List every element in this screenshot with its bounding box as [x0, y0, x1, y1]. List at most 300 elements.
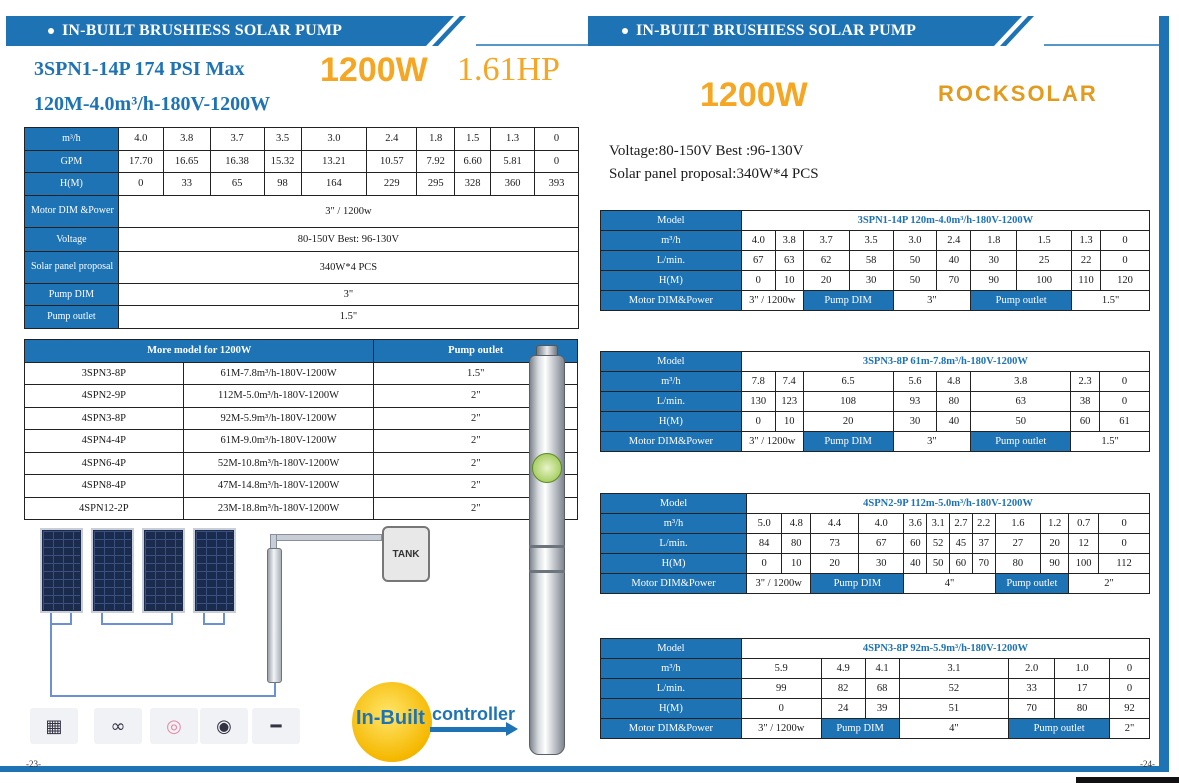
spec-cell: 92M-5.9m³/h-180V-1200W [183, 407, 374, 430]
pump-icon [267, 548, 282, 683]
table-cell: 10 [782, 554, 811, 574]
wire [50, 613, 72, 625]
table-cell: 0 [1099, 534, 1150, 554]
table-cell: 360 [491, 173, 535, 196]
table-cell: 5.9 [741, 659, 821, 679]
table-cell: 1.5 [455, 128, 491, 151]
outlet-row [25, 306, 579, 329]
row-label: Pump DIM [821, 719, 899, 739]
water-pipe [270, 534, 382, 541]
table-cell: 0 [1100, 372, 1150, 392]
table-cell: 40 [904, 554, 927, 574]
row-label: L/min. [601, 392, 742, 412]
corner-bar [1076, 777, 1179, 783]
outlet-cell: 2" [374, 475, 578, 498]
table-cell: 3" / 1200w [741, 432, 803, 452]
table-cell: 0 [535, 150, 579, 173]
table-cell: 80 [937, 392, 971, 412]
table-cell: 51 [899, 699, 1009, 719]
table-cell: 25 [1017, 251, 1072, 271]
model-cell: 4SPN8-4P [25, 475, 184, 498]
spec-cell: 47M-14.8m³/h-180V-1200W [183, 475, 374, 498]
table-cell: 1.8 [417, 128, 455, 151]
table-cell: 5.81 [491, 150, 535, 173]
table-cell: 2" [1069, 574, 1150, 594]
row-label: H(M) [601, 554, 747, 574]
row-label: L/min. [601, 251, 742, 271]
bullet-icon [622, 28, 628, 34]
table-cell: 4" [904, 574, 995, 594]
table-cell: 52 [899, 679, 1009, 699]
spec-cell: 61M-7.8m³/h-180V-1200W [183, 362, 374, 385]
table-cell: 3.1 [899, 659, 1009, 679]
wire [50, 695, 276, 697]
table-cell: 67 [858, 534, 904, 554]
table-cell: 164 [301, 173, 367, 196]
table-cell: 62 [803, 251, 849, 271]
spec-cell: 61M-9.0m³/h-180V-1200W [183, 430, 374, 453]
table-cell: 0 [747, 554, 782, 574]
table-cell: 22 [1072, 251, 1101, 271]
table-cell: 7.4 [775, 372, 803, 392]
table-cell: 80-150V Best: 96-130V [118, 227, 578, 251]
table-cell: 10.57 [367, 150, 417, 173]
table-cell: 4.8 [782, 514, 811, 534]
table-cell: 67 [741, 251, 775, 271]
solar-row [25, 251, 579, 283]
right-banner-text: IN-BUILT BRUSHIESS SOLAR PUMP [636, 22, 917, 39]
table-cell: 82 [821, 679, 865, 699]
row-label: m³/h [601, 514, 747, 534]
model-title-cell: 3SPN1-14P 120m-4.0m³/h-180V-1200W [741, 211, 1149, 231]
row-label: Model [601, 352, 742, 372]
table-cell: 3" / 1200w [741, 291, 803, 311]
table-cell: 13.21 [301, 150, 367, 173]
left-page [0, 0, 588, 783]
table-cell: 80 [995, 554, 1041, 574]
table-cell: 1.6 [995, 514, 1041, 534]
cable-joint-icon: ━ [252, 708, 300, 744]
lmin-row [601, 392, 1150, 412]
row-label: m³/h [601, 231, 742, 251]
table-cell: 3.1 [927, 514, 950, 534]
table-cell: 3.8 [971, 372, 1071, 392]
row-label: Pump outlet [971, 432, 1071, 452]
row-label: Motor DIM &Power [25, 195, 119, 227]
table-cell: 5.0 [747, 514, 782, 534]
table-cell: 70 [937, 271, 971, 291]
table-cell: 229 [367, 173, 417, 196]
table-cell: 108 [803, 392, 893, 412]
table-cell: 3" / 1200w [747, 574, 811, 594]
lmin-row [601, 679, 1150, 699]
table-cell: 60 [1071, 412, 1100, 432]
table-cell: 73 [811, 534, 859, 554]
motor-row [601, 574, 1150, 594]
model-cell: 4SPN3-8P [25, 407, 184, 430]
row-label: Pump outlet [995, 574, 1069, 594]
table-cell: 3.7 [210, 128, 264, 151]
flow-row [25, 128, 579, 151]
cable-icon: ▦ [30, 708, 78, 744]
spec-cell: 112M-5.0m³/h-180V-1200W [183, 385, 374, 408]
table-cell: 50 [893, 251, 937, 271]
table-cell: 3" / 1200w [118, 195, 578, 227]
table-cell: 61 [1100, 412, 1150, 432]
table-cell: 2.7 [950, 514, 973, 534]
row-label: Solar panel proposal [25, 251, 119, 283]
motor-row [25, 195, 579, 227]
flow-row [601, 514, 1150, 534]
table-cell: 90 [1041, 554, 1069, 574]
model-title-cell: 4SPN3-8P 92m-5.9m³/h-180V-1200W [741, 639, 1149, 659]
brand-logo: ROCKSOLAR [938, 81, 1098, 106]
table-cell: 80 [1055, 699, 1110, 719]
row-label: Motor DIM&Power [601, 291, 742, 311]
banner-stripes-icon [988, 16, 1159, 46]
table-cell: 16.65 [163, 150, 210, 173]
table-cell: 20 [803, 412, 893, 432]
clamp-icon: ◉ [200, 708, 248, 744]
row-label: Voltage [25, 227, 119, 251]
table-cell: 24 [821, 699, 865, 719]
wire [50, 625, 52, 695]
row-label: Motor DIM&Power [601, 719, 742, 739]
table-cell: 0.7 [1069, 514, 1099, 534]
table-cell: 0 [1099, 514, 1150, 534]
voltage-info: Voltage:80-150V Best :96-130V [609, 143, 804, 159]
row-label: Pump DIM [811, 574, 904, 594]
row-label: H(M) [601, 412, 742, 432]
table-cell: 99 [741, 679, 821, 699]
wire [101, 613, 173, 625]
table-cell: 0 [741, 271, 775, 291]
model-cell: 3SPN3-8P [25, 362, 184, 385]
table-cell: 0 [1110, 679, 1150, 699]
page-number: -24- [1140, 759, 1155, 769]
row-label: m³/h [601, 372, 742, 392]
bullet-icon [48, 28, 54, 34]
outlet-cell: 2" [374, 497, 578, 520]
motor-row [601, 719, 1150, 739]
left-banner-text: IN-BUILT BRUSHIESS SOLAR PUMP [62, 22, 343, 39]
solar-panel-icon [40, 528, 83, 613]
model-table-3spn1-14p [600, 210, 1150, 311]
table-cell: 4.9 [821, 659, 865, 679]
inbuilt-label: In-Built [356, 707, 425, 729]
table-cell: 4.0 [858, 514, 904, 534]
table-row [25, 497, 578, 520]
table-cell: 2.0 [1009, 659, 1055, 679]
table-cell: 68 [865, 679, 899, 699]
table-row [25, 430, 578, 453]
table-cell: 1.5" [1071, 432, 1150, 452]
table-cell: 112 [1099, 554, 1150, 574]
table-cell: 4.4 [811, 514, 859, 534]
more-models-table [24, 339, 578, 520]
head-row [601, 554, 1150, 574]
header-cell: More model for 1200W [25, 340, 374, 363]
table-cell: 1.3 [491, 128, 535, 151]
table-cell: 90 [971, 271, 1017, 291]
table-cell: 7.8 [741, 372, 775, 392]
table-cell: 70 [972, 554, 995, 574]
table-cell: 1.5" [1072, 291, 1150, 311]
watt-title: 1200W [700, 76, 808, 114]
table-cell: 37 [972, 534, 995, 554]
more-models-header [25, 340, 578, 363]
table-cell: 27 [995, 534, 1041, 554]
row-label: H(M) [601, 271, 742, 291]
table-cell: 92 [1110, 699, 1150, 719]
table-cell: 4.1 [865, 659, 899, 679]
motor-row [601, 432, 1150, 452]
head-row [601, 699, 1150, 719]
table-cell: 0 [1101, 251, 1150, 271]
table-row [25, 407, 578, 430]
table-cell: 3.5 [264, 128, 301, 151]
model-table-3spn3-8p [600, 351, 1150, 452]
table-cell: 100 [1017, 271, 1072, 291]
watt-title: 1200W [320, 51, 428, 89]
model-row [601, 494, 1150, 514]
table-cell: 130 [741, 392, 775, 412]
model-table-4spn3-8p [600, 638, 1150, 739]
table-cell: 4.0 [118, 128, 163, 151]
row-label: Pump DIM [803, 291, 893, 311]
table-cell: 0 [535, 128, 579, 151]
row-label: Motor DIM&Power [601, 574, 747, 594]
row-label: Model [601, 494, 747, 514]
table-cell: 60 [950, 554, 973, 574]
table-cell: 2.2 [972, 514, 995, 534]
table-cell: 3.7 [803, 231, 849, 251]
table-cell: 50 [893, 271, 937, 291]
table-cell: 45 [950, 534, 973, 554]
solar-panel-icon [193, 528, 236, 613]
bottom-bar [0, 766, 588, 772]
row-label: GPM [25, 150, 119, 173]
table-cell: 3.0 [893, 231, 937, 251]
solar-info: Solar panel proposal:340W*4 PCS [609, 166, 819, 182]
model-table-4spn2-9p [600, 493, 1150, 594]
row-label: H(M) [601, 699, 742, 719]
right-page [588, 0, 1179, 783]
table-cell: 3" / 1200w [741, 719, 821, 739]
flow-row [601, 231, 1150, 251]
table-cell: 0 [741, 412, 775, 432]
table-cell: 1.5 [1017, 231, 1072, 251]
table-cell: 20 [803, 271, 849, 291]
row-label: Pump outlet [1009, 719, 1110, 739]
table-cell: 20 [1041, 534, 1069, 554]
table-cell: 0 [1110, 659, 1150, 679]
model-cell: 4SPN6-4P [25, 452, 184, 475]
solar-panel-icon [91, 528, 134, 613]
table-cell: 1.3 [1072, 231, 1101, 251]
table-cell: 7.92 [417, 150, 455, 173]
table-cell: 52 [927, 534, 950, 554]
table-cell: 3" [893, 291, 971, 311]
table-cell: 4" [899, 719, 1009, 739]
table-cell: 10 [775, 271, 803, 291]
spec-cell: 52M-10.8m³/h-180V-1200W [183, 452, 374, 475]
table-cell: 15.32 [264, 150, 301, 173]
table-cell: 98 [264, 173, 301, 196]
table-cell: 10 [775, 412, 803, 432]
controller-label: controller [432, 704, 516, 724]
row-label: L/min. [601, 679, 742, 699]
table-cell: 0 [1101, 231, 1150, 251]
model-row [601, 352, 1150, 372]
table-cell: 16.38 [210, 150, 264, 173]
hp-title: 1.61HP [457, 51, 560, 88]
model-cell: 4SPN4-4P [25, 430, 184, 453]
pump-body [529, 355, 565, 755]
pump-dim-row [25, 283, 579, 306]
table-cell: 93 [893, 392, 937, 412]
row-label: Motor DIM&Power [601, 432, 742, 452]
arrow-head-icon [506, 722, 518, 736]
table-cell: 1.2 [1041, 514, 1069, 534]
banner-stripes-icon [420, 16, 588, 46]
table-cell: 33 [163, 173, 210, 196]
table-cell: 340W*4 PCS [118, 251, 578, 283]
table-cell: 4.0 [741, 231, 775, 251]
table-cell: 295 [417, 173, 455, 196]
motor-row [601, 291, 1150, 311]
table-cell: 17.70 [118, 150, 163, 173]
water-tank: TANK [382, 526, 430, 582]
lmin-row [601, 251, 1150, 271]
table-cell: 58 [849, 251, 893, 271]
flow-row [601, 372, 1150, 392]
wire [203, 613, 225, 625]
table-cell: 2" [1110, 719, 1150, 739]
model-title: 3SPN1-14P 174 PSI Max [34, 58, 245, 80]
table-cell: 38 [1071, 392, 1100, 412]
table-cell: 33 [1009, 679, 1055, 699]
table-cell: 65 [210, 173, 264, 196]
table-cell: 3.5 [849, 231, 893, 251]
table-cell: 2.4 [367, 128, 417, 151]
spec-cell: 23M-18.8m³/h-180V-1200W [183, 497, 374, 520]
table-row [25, 385, 578, 408]
table-cell: 80 [782, 534, 811, 554]
row-label: Pump outlet [971, 291, 1072, 311]
table-cell: 63 [971, 392, 1071, 412]
table-cell: 3" [893, 432, 971, 452]
table-cell: 40 [937, 412, 971, 432]
arrow-icon [430, 727, 508, 732]
table-cell: 6.60 [455, 150, 491, 173]
table-cell: 2.4 [937, 231, 971, 251]
row-label: L/min. [601, 534, 747, 554]
table-row [25, 452, 578, 475]
rope-icon: ∞ [94, 708, 142, 744]
spec-table [24, 127, 579, 329]
row-label: Pump DIM [25, 283, 119, 306]
head-row [601, 271, 1150, 291]
table-cell: 70 [1009, 699, 1055, 719]
outlet-cell: 2" [374, 407, 578, 430]
head-row [601, 412, 1150, 432]
lmin-row [601, 534, 1150, 554]
table-cell: 120 [1101, 271, 1150, 291]
table-cell: 17 [1055, 679, 1110, 699]
table-cell: 50 [927, 554, 950, 574]
solar-panel-icon [142, 528, 185, 613]
table-cell: 123 [775, 392, 803, 412]
row-label: Model [601, 639, 742, 659]
table-cell: 39 [865, 699, 899, 719]
table-cell: 2.3 [1071, 372, 1100, 392]
table-cell: 30 [893, 412, 937, 432]
right-banner [588, 16, 988, 46]
head-row [25, 173, 579, 196]
table-cell: 3.0 [301, 128, 367, 151]
table-cell: 110 [1072, 271, 1101, 291]
pump-image [526, 345, 568, 760]
table-cell: 3.8 [775, 231, 803, 251]
model-title-cell: 3SPN3-8P 61m-7.8m³/h-180V-1200W [741, 352, 1149, 372]
table-cell: 60 [904, 534, 927, 554]
pump-ring [529, 570, 565, 573]
row-label: m³/h [25, 128, 119, 151]
pump-badge-icon [532, 453, 562, 483]
seal-ring-icon: ◎ [150, 708, 198, 744]
spec-title: 120M-4.0m³/h-180V-1200W [34, 93, 271, 115]
row-label: H(M) [25, 173, 119, 196]
table-cell: 3" [118, 283, 578, 306]
table-cell: 30 [971, 251, 1017, 271]
table-cell: 393 [535, 173, 579, 196]
pump-ring [529, 545, 565, 548]
row-label: Pump outlet [25, 306, 119, 329]
table-cell: 0 [118, 173, 163, 196]
model-row [601, 639, 1150, 659]
voltage-row [25, 227, 579, 251]
table-cell: 3.8 [163, 128, 210, 151]
right-edge-bar [1159, 16, 1169, 766]
table-row [25, 362, 578, 385]
table-cell: 4.8 [937, 372, 971, 392]
table-cell: 100 [1069, 554, 1099, 574]
outlet-cell: 2" [374, 385, 578, 408]
table-cell: 30 [849, 271, 893, 291]
row-label: Model [601, 211, 742, 231]
model-cell: 4SPN2-9P [25, 385, 184, 408]
row-label: m³/h [601, 659, 742, 679]
table-cell: 63 [775, 251, 803, 271]
table-cell: 3.6 [904, 514, 927, 534]
table-cell: 328 [455, 173, 491, 196]
table-cell: 84 [747, 534, 782, 554]
model-cell: 4SPN12-2P [25, 497, 184, 520]
table-cell: 12 [1069, 534, 1099, 554]
table-cell: 40 [937, 251, 971, 271]
table-cell: 5.6 [893, 372, 937, 392]
table-cell: 0 [1100, 392, 1150, 412]
model-title-cell: 4SPN2-9P 112m-5.0m³/h-180V-1200W [747, 494, 1150, 514]
table-cell: 20 [811, 554, 859, 574]
row-label: Pump DIM [803, 432, 893, 452]
model-row [601, 211, 1150, 231]
table-cell: 6.5 [803, 372, 893, 392]
outlet-cell: 1.5" [374, 362, 578, 385]
table-cell: 50 [971, 412, 1071, 432]
bottom-bar [588, 766, 1169, 772]
